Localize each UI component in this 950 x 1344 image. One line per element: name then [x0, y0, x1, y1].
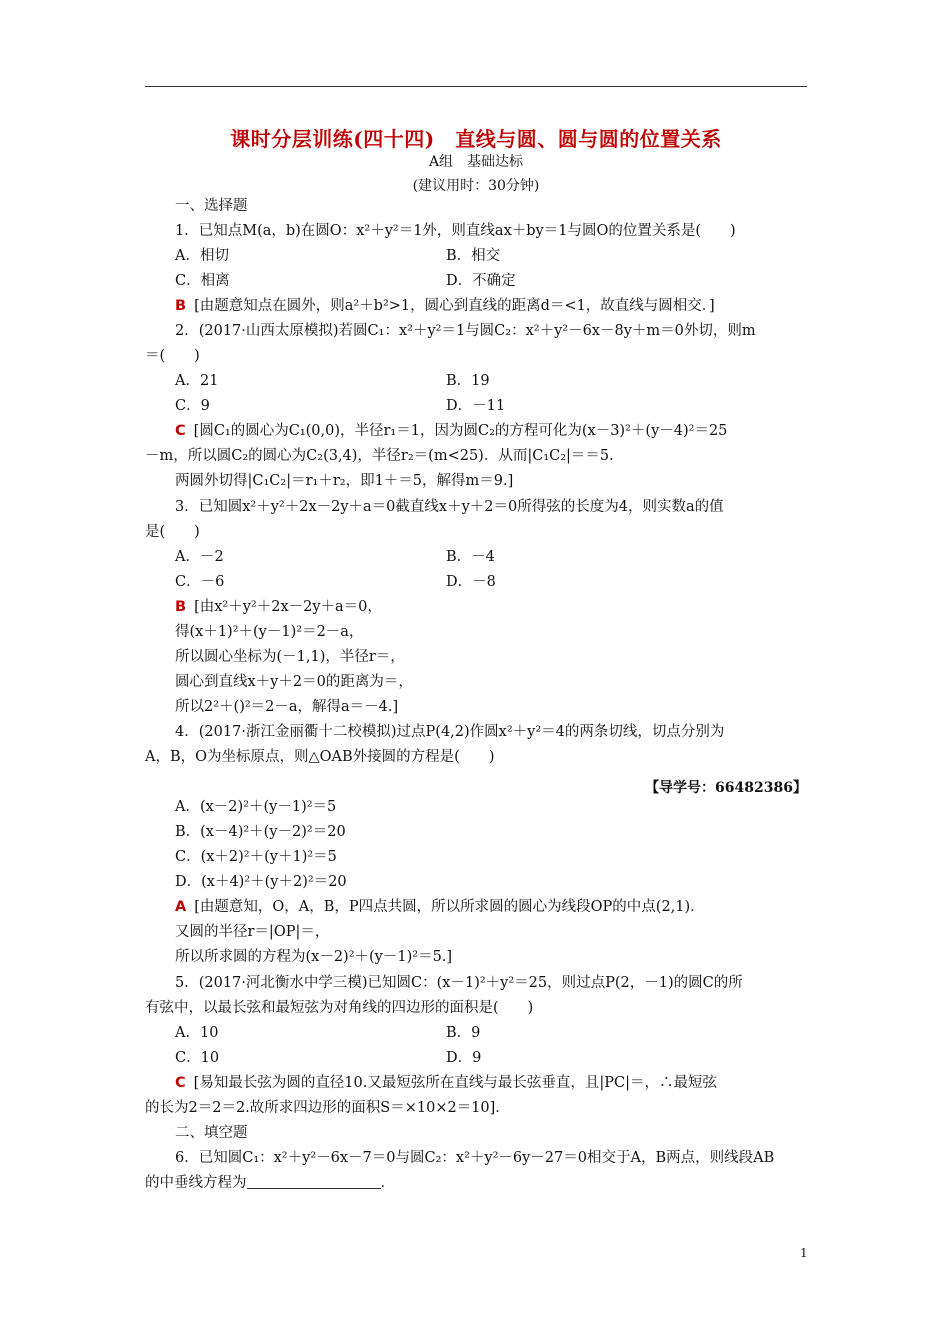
- line-text: B．19: [446, 373, 490, 389]
- line-text: C．相离: [175, 273, 230, 289]
- line-text: A．21: [175, 373, 219, 389]
- line-text: C．(x＋2)²＋(y＋1)²＝5: [175, 849, 337, 865]
- line-text: 二、填空题: [175, 1125, 248, 1141]
- text-line: [175, 396, 210, 416]
- line-text: [由x²＋y²＋2x－2y＋a＝0，: [194, 599, 382, 615]
- answer-letter: C: [175, 1075, 186, 1091]
- text-line: [175, 872, 347, 892]
- line-text: A．(x－2)²＋(y－1)²＝5: [175, 799, 337, 815]
- text-line: [175, 847, 337, 867]
- line-tail: ．: [380, 1175, 395, 1191]
- answer-letter: B: [175, 599, 187, 615]
- text-line: [145, 522, 200, 542]
- line-text: B．－4: [446, 549, 495, 565]
- answer-blank[interactable]: [247, 1174, 381, 1189]
- line-text: B．(x－4)²＋(y－2)²＝20: [175, 824, 346, 840]
- answer-line: [175, 296, 715, 316]
- guide-number: 【导学号：66482386】: [645, 780, 807, 796]
- line-text: [易知最长弦为圆的直径10.又最短弦所在直线与最长弦垂直，且|PC|＝，∴最短弦: [193, 1075, 717, 1091]
- text-line: [446, 1048, 481, 1068]
- line-text: 2．(2017·山西太原模拟)若圆C₁：x²＋y²＝1与圆C₂：x²＋y²－6x－8y＋m＝0外切，则m: [175, 323, 756, 339]
- line-text: 又圆的半径r＝|OP|＝，: [175, 924, 330, 940]
- text-line: [175, 221, 736, 241]
- text-line: [175, 722, 724, 742]
- line-text: C．－6: [175, 574, 225, 590]
- text-line: [145, 346, 200, 366]
- text-line: [175, 196, 248, 216]
- line-text: －m，所以圆C₂的圆心为C₂(3,4)，半径r₂＝(m<25)．从而|C₁C₂|＝＝5.: [145, 448, 614, 464]
- line-text: D．－11: [446, 398, 506, 414]
- text-line: [446, 246, 500, 266]
- line-text: D．(x＋4)²＋(y＋2)²＝20: [175, 874, 347, 890]
- text-line: [175, 797, 336, 817]
- line-text: A，B，O为坐标原点，则△OAB外接圆的方程是( ): [145, 749, 495, 765]
- text-line: [446, 547, 495, 567]
- text-line: [145, 1098, 510, 1118]
- text-line: [446, 271, 516, 291]
- text-line: [175, 321, 756, 341]
- line-text: A．－2: [175, 549, 224, 565]
- text-line: [175, 547, 224, 567]
- text-line: [175, 1048, 219, 1068]
- page-number: 1: [800, 1246, 808, 1260]
- line-text: 是( ): [145, 524, 200, 540]
- time-suggestion: (建议用时：30分钟): [412, 178, 540, 194]
- text-line: [175, 371, 218, 391]
- line-text: 所以圆心坐标为(－1,1)，半径r＝，: [175, 649, 405, 665]
- text-line: [175, 246, 229, 266]
- line-text: D．9: [446, 1050, 482, 1066]
- text-line: [145, 1173, 395, 1193]
- text-line: [175, 471, 513, 491]
- text-line: [175, 572, 224, 592]
- line-text: 圆心到直线x＋y＋2＝0的距离为＝，: [175, 674, 413, 690]
- text-line: [175, 947, 452, 967]
- line-text: [圆C₁的圆心为C₁(0,0)，半径r₁＝1，因为圆C₂的方程可化为(x－3)²＋(y－4)²＝25: [193, 423, 728, 439]
- text-line: [175, 647, 405, 667]
- text-line: [175, 973, 743, 993]
- line-text: 一、选择题: [175, 198, 248, 214]
- text-line: [175, 672, 413, 692]
- text-line: [175, 1123, 248, 1143]
- line-text: 所以2²＋()²＝2－a，解得a＝－4.]: [175, 699, 399, 715]
- line-text: B．9: [446, 1025, 481, 1041]
- line-text: A．相切: [175, 248, 229, 264]
- answer-line: [175, 897, 705, 917]
- line-text: A．10: [175, 1025, 219, 1041]
- line-text: 所以所求圆的方程为(x－2)²＋(y－1)²＝5.]: [175, 949, 453, 965]
- line-text: 4．(2017·浙江金丽衢十二校模拟)过点P(4,2)作圆x²＋y²＝4的两条切线，切点分别为: [175, 724, 725, 740]
- line-text: 6．已知圆C₁：x²＋y²－6x－7＝0与圆C₂：x²＋y²－6y－27＝0相交于A，B两点，则线段AB: [175, 1150, 775, 1166]
- text-line: [446, 371, 490, 391]
- text-line: [175, 1023, 218, 1043]
- answer-letter: C: [175, 423, 186, 439]
- answer-letter: B: [175, 298, 187, 314]
- header-rule: [145, 86, 807, 87]
- text-line: [145, 747, 495, 767]
- line-text: D．不确定: [446, 273, 516, 289]
- text-line: [175, 697, 398, 717]
- text-line: [175, 822, 346, 842]
- line-text: B．相交: [446, 248, 501, 264]
- answer-letter: A: [175, 899, 187, 915]
- line-text: 有弦中，以最长弦和最短弦为对角线的四边形的面积是( ): [145, 1000, 534, 1016]
- line-text: C．10: [175, 1050, 220, 1066]
- answer-line: [175, 421, 727, 441]
- line-text: 3．已知圆x²＋y²＋2x－2y＋a＝0截直线x＋y＋2＝0所得弦的长度为4，则实数a的值: [175, 499, 724, 515]
- line-text: [由题意知点在圆外，则a²＋b²>1，圆心到直线的距离d＝<1，故直线与圆相交．]: [194, 298, 715, 314]
- answer-line: [175, 597, 382, 617]
- text-line: [175, 622, 363, 642]
- line-text: 1．已知点M(a，b)在圆O：x²＋y²＝1外，则直线ax＋by＝1与圆O的位置关系是( ): [175, 223, 736, 239]
- line-text: 的中垂线方程为: [145, 1175, 247, 1191]
- line-text: 的长为2＝2＝2.故所求四边形的面积S＝×10×2＝10]．: [145, 1100, 510, 1116]
- text-line: [446, 1023, 480, 1043]
- text-line: [175, 1148, 774, 1168]
- line-text: C．9: [175, 398, 210, 414]
- line-text: 5．(2017·河北衡水中学三模)已知圆C：(x－1)²＋y²＝25，则过点P(2，－1)的圆C的所: [175, 975, 743, 991]
- text-line: [175, 497, 724, 517]
- line-text: 两圆外切得|C₁C₂|＝r₁＋r₂，即1＋＝5，解得m＝9.]: [175, 473, 514, 489]
- text-line: [446, 396, 505, 416]
- text-line: [145, 998, 533, 1018]
- line-text: 得(x＋1)²＋(y－1)²＝2－a，: [175, 624, 364, 640]
- line-text: [由题意知，O，A，B，P四点共圆，所以所求圆的圆心为线段OP的中点(2,1)．: [194, 899, 705, 915]
- text-line: [175, 922, 329, 942]
- answer-line: [175, 1073, 717, 1093]
- page-title: 课时分层训练(四十四) 直线与圆、圆与圆的位置关系: [230, 127, 722, 151]
- line-text: D．－8: [446, 574, 496, 590]
- text-line: [145, 446, 614, 466]
- text-line: [446, 572, 496, 592]
- group-label: A组 基础达标: [428, 154, 524, 170]
- text-line: [175, 271, 230, 291]
- line-text: ＝( ): [145, 348, 200, 364]
